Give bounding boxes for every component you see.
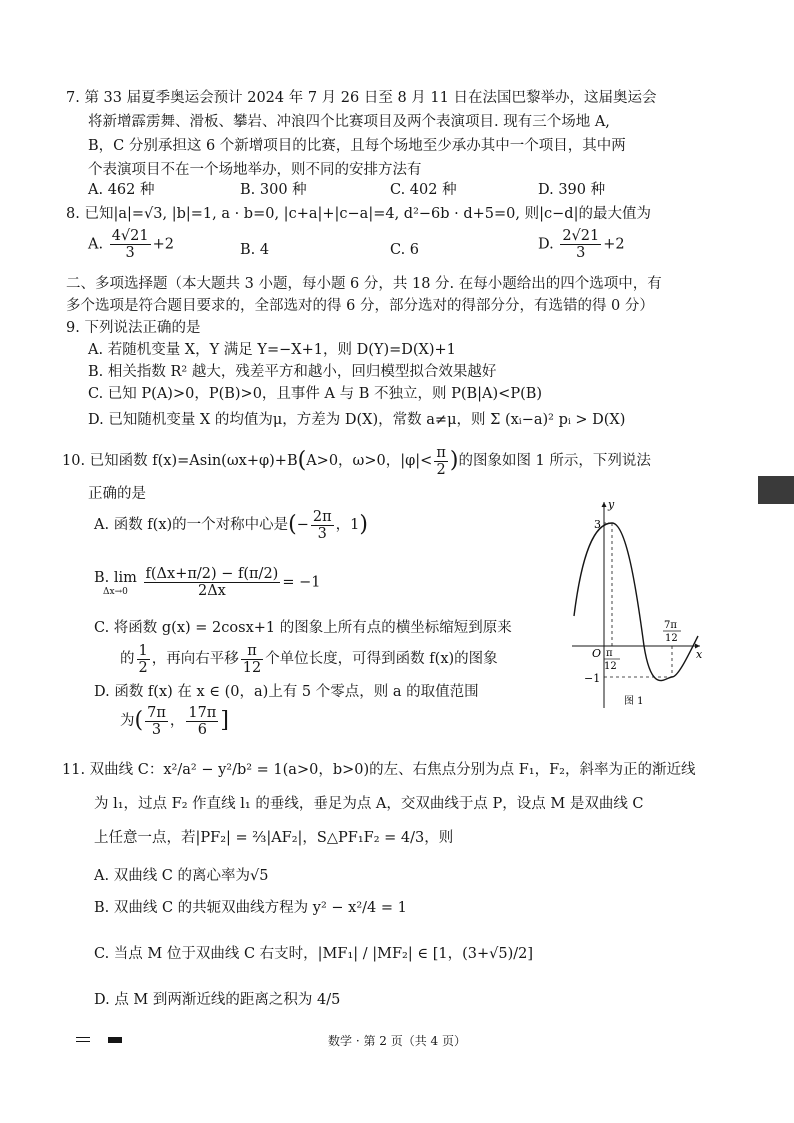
y-axis-label: y xyxy=(608,498,615,511)
section-2-heading-line-2: 多个选项是符合题目要求的，全部选对的得 6 分，部分选对的得部分分，有选错的得 0 分） xyxy=(66,298,654,314)
q9-option-b: B. 相关指数 R² 越大，残差平方和越小，回归模型拟合效果越好 xyxy=(88,364,497,380)
q8-option-d: D. $\frac{2√21}{3}$ +2 xyxy=(538,228,625,261)
q11-option-c: C. 当点 M 位于双曲线 C 右支时，|MF₁| / |MF₂| ∈ [1，(3+√5)/2] xyxy=(94,946,534,962)
x-tick-2-num: 7π xyxy=(664,620,677,631)
q8-option-a: A. $\frac{4√21}{3}$ +2 xyxy=(88,228,174,261)
q9-stem: 9. 下列说法正确的是 xyxy=(66,320,201,336)
q10-figure-graph xyxy=(566,496,706,712)
q10-option-b: B. lim Δx→0 $\frac{f(\Delta x+\pi/2) - f(\pi/2)}{2\Delta x}$ = −1 xyxy=(94,566,321,599)
y-axis-arrow-icon xyxy=(602,502,607,507)
q11-option-b: B. 双曲线 C 的共轭双曲线方程为 y² − x²/4 = 1 xyxy=(94,900,407,916)
figure-caption: 图 1 xyxy=(624,696,644,707)
q10-stem-line-2: 正确的是 xyxy=(88,486,146,502)
q11-option-d: D. 点 M 到两渐近线的距离之积为 4/5 xyxy=(94,992,341,1008)
x-tick-2-den: 12 xyxy=(665,633,678,644)
edge-tab-mark xyxy=(758,476,794,504)
q7-option-a: A. 462 种 xyxy=(88,182,155,198)
page-footer: 数学 · 第 2 页（共 4 页） xyxy=(328,1034,466,1048)
q7-line-2: 将新增霹雳舞、滑板、攀岩、冲浪四个比赛项目及两个表演项目. 现有三个场地 A, xyxy=(88,114,610,130)
q9-option-a: A. 若随机变量 X，Y 满足 Y=−X+1，则 D(Y)=D(X)+1 xyxy=(88,342,456,358)
q8-option-b: B. 4 xyxy=(240,242,270,258)
origin-label: O xyxy=(592,647,602,660)
q11-stem-line-3: 上任意一点，若|PF₂| = ⅔|AF₂|，S△PF₁F₂ = 4/3，则 xyxy=(94,830,454,846)
y-max-label: 3 xyxy=(594,518,601,531)
q9-option-d: D. 已知随机变量 X 的均值为μ，方差为 D(X)，常数 a≠μ，则 Σ (xᵢ−a)² pᵢ > D(X) xyxy=(88,412,626,428)
q7-option-b: B. 300 种 xyxy=(240,182,307,198)
q10-option-a: A. 函数 f(x)的一个对称中心是(− $\frac{2\pi}{3}$ ，1) xyxy=(94,508,368,542)
q8-option-c: C. 6 xyxy=(390,242,420,258)
x-tick-1-den: 12 xyxy=(604,661,617,672)
q7-option-d: D. 390 种 xyxy=(538,182,606,198)
q10-stem: 10. 已知函数 f(x)=Asin(ωx+φ)+B(A>0，ω>0，|φ|< $\frac{\pi}{2}$ )的图象如图 1 所示，下列说法 xyxy=(62,444,651,478)
section-2-heading-line-1: 二、多项选择题（本大题共 3 小题，每小题 6 分，共 18 分. 在每小题给出的四个选项中，有 xyxy=(66,276,662,292)
q7-line-1: 7. 第 33 届夏季奥运会预计 2024 年 7 月 26 日至 8 月 11 日在法国巴黎举办，这届奥运会 xyxy=(66,90,657,106)
x-tick-1-num: π xyxy=(606,648,613,659)
q11-stem-line-1: 11. 双曲线 C：x²/a² − y²/b² = 1(a>0，b>0)的左、右焦点分别为点 F₁，F₂，斜率为正的渐近线 xyxy=(62,762,696,778)
q11-stem-line-2: 为 l₁，过点 F₂ 作直线 l₁ 的垂线，垂足为点 A，交双曲线于点 P，设点 M 是双曲线 C xyxy=(94,796,644,812)
q7-line-4: 个表演项目不在一个场地举办，则不同的安排方法有 xyxy=(88,162,422,178)
q10-option-c-line-1: C. 将函数 g(x) = 2cosx+1 的图象上所有点的横坐标缩短到原来 xyxy=(94,620,512,636)
q7-line-3: B，C 分别承担这 6 个新增项目的比赛，且每个场地至少承办其中一个项目，其中两 xyxy=(88,138,626,154)
q10-option-d-line-1: D. 函数 f(x) 在 x ∈ (0，a)上有 5 个零点，则 a 的取值范围 xyxy=(94,684,479,700)
y-min-label: −1 xyxy=(584,672,601,685)
q9-option-c: C. 已知 P(A)>0，P(B)>0，且事件 A 与 B 不独立，则 P(B|A)<P(B) xyxy=(88,386,543,402)
q10-option-c-line-2: 的 $\frac{1}{2}$ ，再向右平移 $\frac{\pi}{12}$ 个单位长度，可得到函数 f(x)的图象 xyxy=(120,642,498,676)
q10-option-d-line-2: 为( $\frac{7\pi}{3}$ ， $\frac{17\pi}{6}$ ] xyxy=(120,704,229,738)
q7-option-c: C. 402 种 xyxy=(390,182,457,198)
q11-option-a: A. 双曲线 C 的离心率为√5 xyxy=(94,868,269,884)
q8-stem: 8. 已知|a|=√3, |b|=1, a · b=0, |c+a|+|c−a|=4, d²−6b · d+5=0, 则|c−d|的最大值为 xyxy=(66,206,651,222)
x-axis-label: x xyxy=(696,648,703,661)
